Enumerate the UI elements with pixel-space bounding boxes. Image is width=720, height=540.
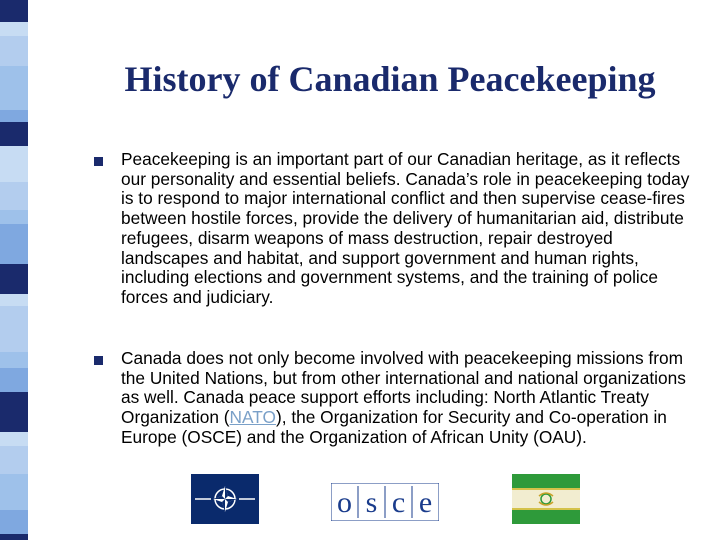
stripe-segment xyxy=(0,534,28,540)
stripe-segment xyxy=(0,392,28,414)
nato-logo xyxy=(191,474,259,524)
bullet-item xyxy=(94,349,694,469)
stripe-segment xyxy=(0,264,28,294)
stripe-segment xyxy=(0,494,28,510)
stripe-segment xyxy=(0,224,28,246)
stripe-segment xyxy=(0,146,28,166)
stripe-segment xyxy=(0,84,28,110)
stripe-segment xyxy=(0,474,28,494)
stripe-segment xyxy=(0,182,28,210)
stripe-segment xyxy=(0,166,28,182)
bullet-text: Canada does not only become involved with peacekeeping missions from the United Nations, but from other international and national organizations as well. Canada peace support efforts including: North Atlantic Treaty Organization (NATO), the Organization for Security and Co-operation in Europe (OSCE) and the Organization of African Unity (OAU). xyxy=(121,348,686,447)
oau-flag xyxy=(512,474,580,524)
stripe-segment xyxy=(0,510,28,534)
stripe-segment xyxy=(0,306,28,332)
svg-text:c: c xyxy=(391,486,406,519)
osce-logo xyxy=(331,483,439,521)
stripe-segment xyxy=(0,122,28,146)
stripe-segment xyxy=(0,446,28,474)
decorative-stripe xyxy=(0,0,28,540)
stripe-segment xyxy=(0,110,28,122)
stripe-segment xyxy=(0,414,28,432)
svg-text:o: o xyxy=(337,486,352,519)
nato-link[interactable]: NATO xyxy=(229,407,276,428)
stripe-segment xyxy=(0,22,28,36)
stripe-segment xyxy=(0,332,28,352)
stripe-segment xyxy=(0,0,28,22)
stripe-segment xyxy=(0,352,28,368)
slide-title: History of Canadian Peacekeeping xyxy=(124,59,656,99)
square-bullet-icon xyxy=(94,356,103,365)
bullet-item xyxy=(94,150,694,330)
nato-compass-icon xyxy=(191,474,259,524)
square-bullet-icon xyxy=(94,157,103,166)
stripe-segment xyxy=(0,294,28,306)
svg-text:s: s xyxy=(365,486,378,519)
osce-wordmark-icon xyxy=(331,483,439,521)
stripe-segment xyxy=(0,210,28,224)
svg-text:e: e xyxy=(418,486,433,519)
stripe-segment xyxy=(0,66,28,84)
stripe-segment xyxy=(0,246,28,264)
stripe-segment xyxy=(0,368,28,392)
bullet-text: Peacekeeping is an important part of our Canadian heritage, as it reflects our personality and essential beliefs. Canada’s role in peacekeeping today is to respond to major international conflict and then supervise cease-fires between hostile forces, provide the delivery of humanitarian aid, distribute refugees, disarm weapons of mass destruction, repair destroyed landscapes and habitat, and support government and human rights, including elections and government systems, and the training of police forces and judiciary. xyxy=(121,149,690,307)
oau-flag-icon xyxy=(512,474,580,524)
stripe-segment xyxy=(0,432,28,446)
stripe-segment xyxy=(0,36,28,66)
